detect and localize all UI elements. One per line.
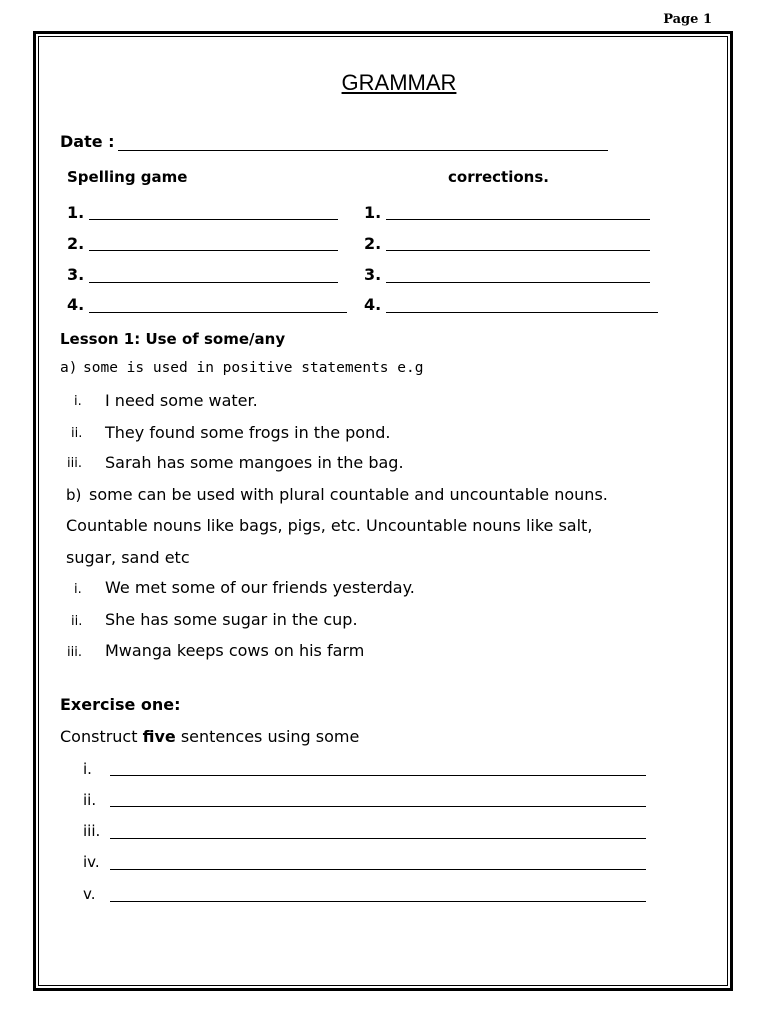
correction-answer-field[interactable] [386,282,650,283]
instruction-text: sentences using some [175,727,360,746]
exercise-answer-line[interactable] [110,838,646,839]
example-number: ii. [71,426,83,441]
spelling-number: 1. [67,203,85,222]
spelling-answer-field[interactable] [89,312,347,313]
lesson-part-a-text: some is used in positive statements e.g [83,360,424,376]
correction-number: 2. [364,234,382,253]
exercise-answer-line[interactable] [110,806,646,807]
example-sentence: She has some sugar in the cup. [105,610,358,629]
lesson-part-b-line: sugar, sand etc [66,548,190,567]
exercise-number: iv. [83,853,100,871]
example-number: i. [74,582,82,597]
page-title: GRAMMAR [341,70,457,95]
date-label: Date : [60,132,115,151]
example-number: iii. [67,456,82,471]
correction-number: 4. [364,295,382,314]
spelling-answer-field[interactable] [89,282,338,283]
exercise-answer-line[interactable] [110,901,646,902]
correction-answer-field[interactable] [386,219,650,220]
corrections-heading: corrections. [448,168,549,186]
lesson-part-b-line: Countable nouns like bags, pigs, etc. Uncountable nouns like salt, [66,516,593,535]
lesson-part-b-marker: b) [66,486,82,504]
example-sentence: Sarah has some mangoes in the bag. [105,453,404,472]
exercise-number: ii. [83,791,97,809]
exercise-answer-line[interactable] [110,775,646,776]
lesson-part-b-text: some can be used with plural countable and uncountable nouns. [89,485,608,504]
instruction-text: Construct [60,727,143,746]
exercise-instruction [60,727,359,746]
lesson-part-a-marker: a) [60,360,78,376]
example-sentence: I need some water. [105,391,258,410]
spelling-number: 2. [67,234,85,253]
page-number: Page 1 [663,12,712,27]
instruction-emphasis: five [142,727,176,746]
exercise-number: iii. [83,822,101,840]
exercise-number: i. [83,760,92,778]
spelling-number: 3. [67,265,85,284]
exercise-heading: Exercise one: [60,695,181,714]
date-field[interactable] [118,150,608,151]
spelling-answer-field[interactable] [89,219,338,220]
correction-number: 1. [364,203,382,222]
exercise-number: v. [83,885,96,903]
example-sentence: We met some of our friends yesterday. [105,578,415,597]
exercise-answer-line[interactable] [110,869,646,870]
example-number: i. [74,394,82,409]
correction-answer-field[interactable] [386,312,658,313]
correction-answer-field[interactable] [386,250,650,251]
spelling-answer-field[interactable] [89,250,338,251]
lesson-heading: Lesson 1: Use of some/any [60,330,286,348]
example-sentence: Mwanga keeps cows on his farm [105,641,365,660]
correction-number: 3. [364,265,382,284]
example-sentence: They found some frogs in the pond. [105,423,391,442]
example-number: ii. [71,614,83,629]
spelling-number: 4. [67,295,85,314]
spelling-game-heading: Spelling game [67,168,188,186]
example-number: iii. [67,645,82,660]
